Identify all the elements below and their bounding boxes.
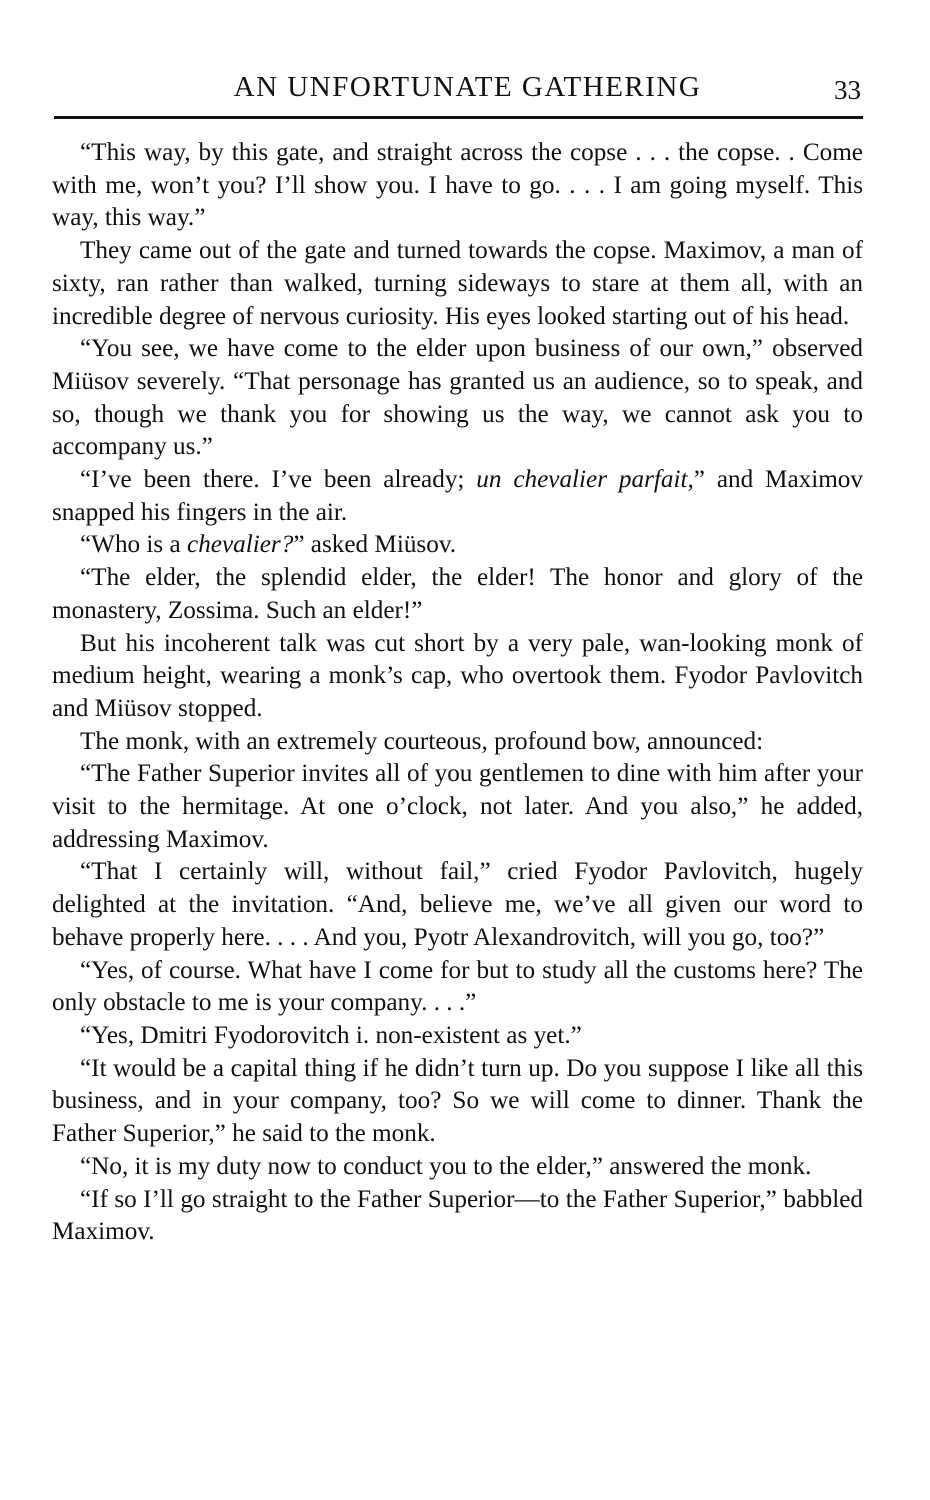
paragraph-text: “The Father Superior invites all of you gentlemen to dine with him after your visit to the hermitage. At one o’clock, not later. And you also,” he added, addressing Maximov. xyxy=(52,760,863,853)
italic-phrase: un chevalier parfait, xyxy=(476,466,694,494)
paragraph-text: “Who is a xyxy=(80,531,188,559)
paragraph-15 xyxy=(52,1184,863,1249)
paragraph-text: The monk, with an extremely courteous, profound bow, announced: xyxy=(80,727,764,755)
paragraph-5 xyxy=(52,529,863,562)
paragraph-10 xyxy=(52,856,863,954)
paragraph-1 xyxy=(52,137,863,235)
running-head: AN UNFORTUNATE GATHERING xyxy=(233,71,702,103)
paragraph-4 xyxy=(52,464,863,529)
paragraph-text: “This way, by this gate, and straight across the copse . . . the copse. . Come with me, won’t you? I’ll show you. I have to go. . . . I am going myself. This way, this way.” xyxy=(52,139,863,232)
paragraph-text: But his incoherent talk was cut short by a very pale, wan-looking monk of medium height, wearing a monk’s cap, who overtook them. Fyodor Pavlovitch and Miüsov stopped. xyxy=(52,629,863,722)
paragraph-text: “Yes, of course. What have I come for but to study all the customs here? The only obstacle to me is your company. . . .” xyxy=(52,956,863,1017)
paragraph-6 xyxy=(52,562,863,627)
italic-phrase: chevalier? xyxy=(187,531,294,559)
paragraph-text: ” asked Miüsov. xyxy=(293,531,457,559)
paragraph-text: They came out of the gate and turned towards the copse. Maximov, a man of sixty, ran rather than walked, turning sideways to stare at them all, with an incredible degree of nervous curiosity. His eyes looked starting out of his head. xyxy=(52,237,863,330)
paragraph-13 xyxy=(52,1053,863,1151)
header-rule xyxy=(54,116,863,119)
paragraph-text: “It would be a capital thing if he didn’t turn up. Do you suppose I like all this business, and in your company, too? So we will come to dinner. Thank the Father Superior,” he said to the monk. xyxy=(52,1054,863,1148)
paragraph-12 xyxy=(52,1020,863,1053)
paragraph-text: “You see, we have come to the elder upon business of our own,” observed Miüsov severely. “That personage has granted us an audience, so to speak, and so, though we thank you for showing us the way, we cannot ask you to accompany us.” xyxy=(52,335,863,461)
paragraph-14 xyxy=(52,1151,863,1184)
paragraph-7 xyxy=(52,628,863,726)
paragraph-text: “Yes, Dmitri Fyodorovitch i. non-existent as yet.” xyxy=(80,1021,582,1049)
page-header xyxy=(52,62,863,110)
paragraph-8 xyxy=(52,726,863,759)
page-number: 33 xyxy=(834,75,861,105)
paragraph-2 xyxy=(52,235,863,333)
book-page xyxy=(52,62,863,1249)
paragraph-11 xyxy=(52,955,863,1020)
paragraph-9 xyxy=(52,758,863,856)
paragraph-3 xyxy=(52,333,863,464)
paragraph-text: “I’ve been there. I’ve been already; xyxy=(80,466,477,494)
paragraph-text: “No, it is my duty now to conduct you to the elder,” answered the monk. xyxy=(80,1152,812,1180)
paragraph-text: “If so I’ll go straight to the Father Superior—to the Father Superior,” babbled Maximov. xyxy=(52,1185,863,1246)
body-text xyxy=(52,137,863,1249)
paragraph-text: ” and Maximov snapped his fingers in the air. xyxy=(52,466,863,526)
paragraph-text: “The elder, the splendid elder, the elder! The honor and glory of the monastery, Zossima. Such an elder!” xyxy=(52,564,863,624)
paragraph-text: “That I certainly will, without fail,” cried Fyodor Pavlovitch, hugely delighted at the invitation. “And, believe me, we’ve all given our word to behave properly here. . . . And you, Pyotr Alexandrovitch, will you go, too?” xyxy=(52,858,863,951)
